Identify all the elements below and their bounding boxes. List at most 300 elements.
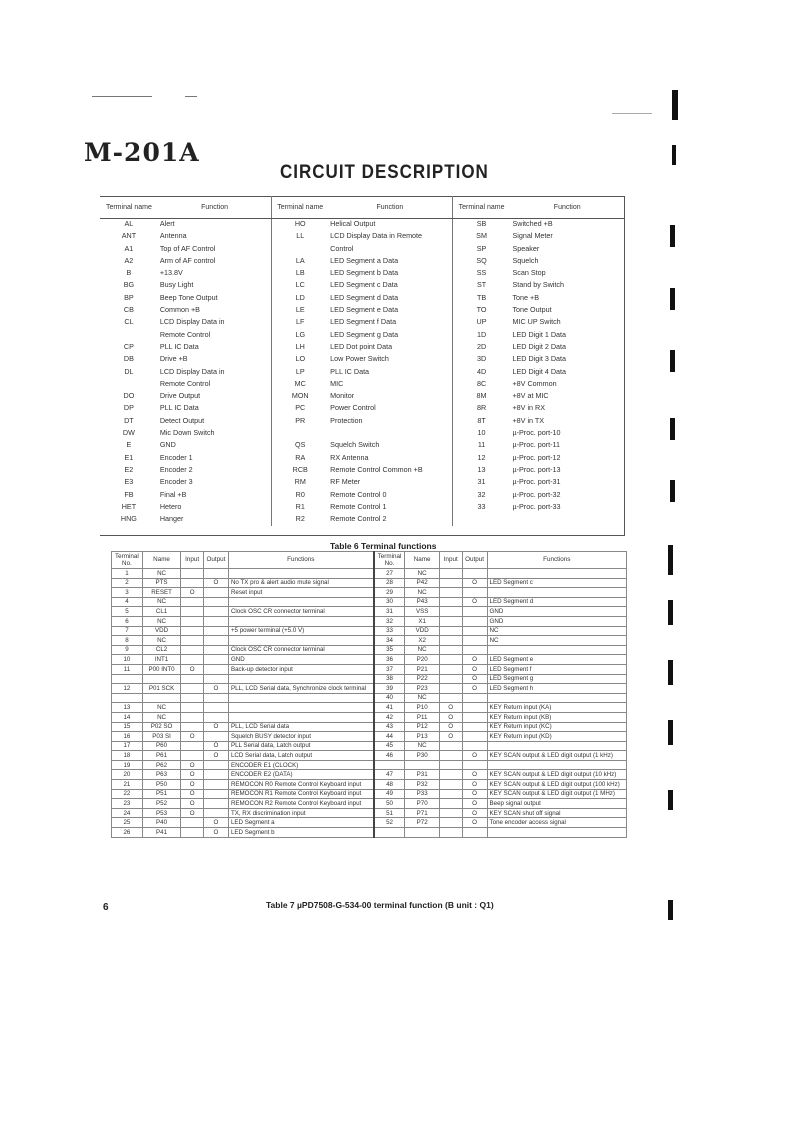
table-row [112,799,627,809]
terminal-no-cell: 49 [374,789,405,799]
terminal-name-cell: 12 [452,453,510,465]
input-cell [439,645,462,655]
terminal-no-cell: 41 [374,703,405,713]
terminal-no-cell: 37 [374,664,405,674]
output-cell [204,712,229,722]
input-cell [439,751,462,761]
function-cell: LED Digit 1 Data [512,329,566,339]
functions-cell: Reset input [228,588,373,598]
terminal-functions-table [100,196,624,526]
function-cell: Squelch [512,255,539,265]
functions-cell: +5 power terminal (+5.0 V) [228,626,373,636]
name-cell: P52 [142,799,180,809]
terminal-no-cell: 29 [374,588,405,598]
table-row [100,293,624,305]
terminal-name-cell: E2 [124,464,134,474]
terminal-name-cell: 8M [452,391,510,403]
output-cell [204,789,229,799]
functions-cell: PLL, LCD Serial data [228,722,373,732]
function-cell: µ-Proc. port-32 [512,489,561,499]
binder-mark [668,660,673,685]
functions-cell: KEY Return input (KD) [487,732,626,742]
terminal-name-cell: E3 [124,477,134,487]
output-cell [204,636,229,646]
name-cell: PTS [142,578,180,588]
input-cell [181,636,204,646]
output-cell: O [462,789,487,799]
column-header: Function [158,196,272,219]
input-cell [181,712,204,722]
table-row [100,440,624,452]
function-cell: LED Segment c Data [330,280,398,290]
terminal-no-cell: 16 [112,732,143,742]
function-cell: Remote Control Common +B [330,464,423,474]
functions-cell [228,636,373,646]
table-row [100,219,624,232]
function-cell: Remote Control 1 [330,501,387,511]
output-cell [204,780,229,790]
function-cell: Busy Light [159,280,194,290]
function-cell: PLL IC Data [159,403,199,413]
binder-mark [668,545,673,575]
terminal-name-cell: MC [272,379,328,391]
page-number: 6 [103,902,109,913]
terminal-name-cell [272,428,328,440]
terminal-no-cell: 15 [112,722,143,732]
table-row [100,403,624,415]
table-row [112,626,627,636]
terminal-name-cell: B [126,268,132,278]
functions-cell [228,569,373,579]
terminal-no-cell: 36 [374,655,405,665]
binder-mark [670,288,675,310]
functions-cell: ENCODER E2 (DATA) [228,770,373,780]
terminal-name-cell: 1D [452,330,510,342]
binder-mark [668,720,673,745]
output-cell [462,636,487,646]
function-cell: RX Antenna [330,452,369,462]
function-cell: Final +B [159,489,187,499]
terminal-no-cell: 33 [374,626,405,636]
input-cell: O [439,712,462,722]
name-cell: P03 SI [142,732,180,742]
name-cell: P61 [142,751,180,761]
function-cell: PLL IC Data [159,341,199,351]
terminal-no-cell: 1 [112,569,143,579]
table-row [112,597,627,607]
terminal-no-cell: 24 [112,808,143,818]
input-cell [181,674,204,684]
input-cell [181,578,204,588]
name-cell [142,674,180,684]
binder-mark [670,418,675,440]
column-header: Terminal No. [112,552,143,569]
output-cell [462,760,487,770]
name-cell [142,693,180,703]
terminal-no-cell: 30 [374,597,405,607]
output-cell: O [204,751,229,761]
functions-cell: LED Segment a [228,818,373,828]
input-cell [439,789,462,799]
table-row [112,712,627,722]
function-cell: Helical Output [330,219,376,228]
table-row [100,330,624,342]
name-cell: NC [405,741,439,751]
terminal-no-cell: 45 [374,741,405,751]
input-cell: O [181,760,204,770]
function-cell: µ-Proc. port-33 [512,501,561,511]
terminal-no-cell: 26 [112,828,143,838]
terminal-no-cell [112,674,143,684]
input-cell [181,684,204,694]
column-header: Function [510,196,624,219]
table-row [112,770,627,780]
table-row [112,722,627,732]
output-cell [462,732,487,742]
output-cell: O [462,684,487,694]
column-header: Terminal name [452,196,510,219]
function-cell: LED Segment g Data [330,329,399,339]
terminal-no-cell: 46 [374,751,405,761]
functions-cell: NC [487,626,626,636]
function-cell: +8V at MIC [512,391,549,401]
function-cell: Drive +B [159,354,188,364]
table-row [100,428,624,440]
input-cell [439,674,462,684]
function-cell: Mic Down Switch [159,428,215,438]
terminal-name-cell: BG [123,280,135,290]
terminal-name-cell: A1 [124,243,134,253]
terminal-no-cell [374,760,405,770]
input-cell [439,760,462,770]
name-cell: P71 [405,808,439,818]
table-row [100,416,624,428]
terminal-name-cell: R1 [272,502,328,514]
function-cell: LED Segment d Data [330,292,399,302]
output-cell [462,616,487,626]
function-cell: Protection [330,415,363,425]
functions-cell [487,760,626,770]
input-cell [181,655,204,665]
function-cell: LED Digit 3 Data [512,354,566,364]
input-cell [181,616,204,626]
table-header-row [100,196,624,219]
functions-cell [487,569,626,579]
table-row [100,391,624,403]
table-row [112,760,627,770]
column-header: Functions [487,552,626,569]
column-header: Terminal name [100,196,158,219]
terminal-name-cell: R0 [272,490,328,502]
terminal-no-cell: 6 [112,616,143,626]
output-cell: O [462,597,487,607]
input-cell [181,818,204,828]
output-cell: O [462,578,487,588]
input-cell: O [439,722,462,732]
output-cell: O [462,674,487,684]
function-cell: RF Meter [330,477,361,487]
upd7508-terminal-table [111,551,627,838]
output-cell [462,626,487,636]
functions-cell: KEY Return input (KC) [487,722,626,732]
function-cell: Antenna [159,231,187,241]
terminal-name-cell: A2 [124,255,134,265]
table-row [100,256,624,268]
functions-cell [228,597,373,607]
terminal-name-cell: LD [272,293,328,305]
name-cell: P13 [405,732,439,742]
input-cell [439,828,462,838]
name-cell: NC [142,569,180,579]
terminal-name-cell: LG [272,330,328,342]
terminal-no-cell: 3 [112,588,143,598]
functions-cell [228,616,373,626]
terminal-name-cell: 2D [452,342,510,354]
name-cell: P72 [405,818,439,828]
terminal-name-cell: LA [272,256,328,268]
terminal-no-cell: 22 [112,789,143,799]
terminal-name-cell: CP [123,341,134,351]
name-cell: P42 [405,578,439,588]
table-row [112,616,627,626]
terminal-name-cell: QS [272,440,328,452]
terminal-name-cell [452,514,510,526]
terminal-no-cell: 12 [112,684,143,694]
functions-cell: GND [487,607,626,617]
terminal-no-cell: 48 [374,780,405,790]
functions-cell: LCD Serial data, Latch output [228,751,373,761]
terminal-name-cell: LC [272,280,328,292]
column-header: Functions [228,552,373,569]
function-cell: Stand by Switch [512,280,565,290]
functions-cell: GND [228,655,373,665]
name-cell: VDD [142,626,180,636]
output-cell: O [462,751,487,761]
functions-cell: KEY SCAN output & LED digit output (1 kHz) [487,751,626,761]
table-row [100,453,624,465]
input-cell: O [181,808,204,818]
terminal-no-cell: 51 [374,808,405,818]
function-cell: Control [330,243,354,253]
functions-cell: LED Segment b [228,828,373,838]
binder-mark [670,225,675,247]
input-cell: O [439,732,462,742]
function-cell: LED Digit 2 Data [512,341,566,351]
terminal-name-cell: CB [123,305,134,315]
function-cell: Squelch Switch [330,440,380,450]
column-header: Input [181,552,204,569]
output-cell: O [204,578,229,588]
table7-caption: Table 7 µPD7508-G-534-00 terminal function (B unit : Q1) [266,900,494,910]
terminal-no-cell: 13 [112,703,143,713]
terminal-name-cell: 3D [452,354,510,366]
name-cell [405,828,439,838]
binder-mark [670,350,675,372]
table-row [112,808,627,818]
name-cell: P53 [142,808,180,818]
table-row [100,280,624,292]
function-cell: LED Digit 4 Data [512,366,566,376]
table-row [112,588,627,598]
function-cell: Remote Control [159,329,211,339]
terminal-no-cell: 20 [112,770,143,780]
function-cell: Detect Output [159,415,205,425]
terminal-name-cell: 11 [452,440,510,452]
functions-cell: REMOCON R2 Remote Control Keyboard input [228,799,373,809]
functions-cell: KEY Return input (KA) [487,703,626,713]
terminal-no-cell: 19 [112,760,143,770]
terminal-name-cell [100,330,158,342]
function-cell: +13.8V [159,268,183,278]
functions-cell: REMOCON R0 Remote Control Keyboard input [228,780,373,790]
binder-mark [668,790,673,810]
terminal-no-cell: 31 [374,607,405,617]
name-cell: P33 [405,789,439,799]
name-cell: P63 [142,770,180,780]
function-cell: +8V Common [512,378,557,388]
function-cell: Remote Control [159,378,211,388]
terminal-name-cell: LL [272,231,328,243]
name-cell: P31 [405,770,439,780]
output-cell [462,722,487,732]
terminal-no-cell: 47 [374,770,405,780]
terminal-name-cell: 31 [452,477,510,489]
functions-cell [487,741,626,751]
function-cell: Tone +B [512,292,540,302]
input-cell: O [181,780,204,790]
function-cell: Hetero [159,501,182,511]
function-cell: LED Segment a Data [330,255,399,265]
terminal-name-cell: LE [272,305,328,317]
terminal-name-cell: RM [272,477,328,489]
table-row [100,317,624,329]
functions-cell [228,674,373,684]
terminal-no-cell: 7 [112,626,143,636]
terminal-name-cell: ST [452,280,510,292]
input-cell [181,645,204,655]
terminal-no-cell: 17 [112,741,143,751]
table-row [100,502,624,514]
terminal-no-cell: 10 [112,655,143,665]
output-cell [204,760,229,770]
table-row [112,674,627,684]
output-cell: O [204,684,229,694]
terminal-name-cell: SB [452,219,510,232]
binder-mark [668,900,673,920]
output-cell [204,770,229,780]
terminal-name-cell: HO [272,219,328,232]
output-cell [204,569,229,579]
terminal-no-cell [374,828,405,838]
functions-cell: PLL Serial data, Latch output [228,741,373,751]
functions-cell: TX, RX discrimination input [228,808,373,818]
terminal-no-cell: 50 [374,799,405,809]
terminal-name-cell: DB [123,354,134,364]
name-cell: RESET [142,588,180,598]
functions-cell [487,645,626,655]
output-cell [204,664,229,674]
function-cell: LED Segment b Data [330,268,399,278]
terminal-no-cell: 21 [112,780,143,790]
input-cell: O [181,789,204,799]
functions-cell: Squelch BUSY detector input [228,732,373,742]
terminal-name-cell: CL [124,317,134,327]
name-cell: P40 [142,818,180,828]
name-cell: VDD [405,626,439,636]
input-cell [181,722,204,732]
terminal-name-cell [272,244,328,256]
name-cell: P22 [405,674,439,684]
terminal-name-cell: DT [124,415,134,425]
functions-cell: Clock OSC CR connector terminal [228,645,373,655]
output-cell: O [204,828,229,838]
function-cell: Signal Meter [512,231,553,241]
input-cell [439,808,462,818]
function-cell: Encoder 2 [159,464,193,474]
terminal-name-cell: PR [272,416,328,428]
terminal-name-cell [100,379,158,391]
table-row [112,636,627,646]
name-cell: P23 [405,684,439,694]
table-row [100,465,624,477]
name-cell: P00 INT0 [142,664,180,674]
function-cell: Monitor [330,391,355,401]
table-row [112,751,627,761]
column-header: Output [204,552,229,569]
name-cell: NC [405,693,439,703]
column-header: Input [439,552,462,569]
input-cell: O [181,770,204,780]
scan-mark [185,96,197,97]
table-row [100,514,624,526]
functions-cell: No TX pro & alert audio mute signal [228,578,373,588]
output-cell [462,828,487,838]
table-row [112,693,627,703]
terminal-no-cell: 14 [112,712,143,722]
input-cell [439,597,462,607]
terminal-no-cell: 44 [374,732,405,742]
table-row [100,342,624,354]
table-row [112,789,627,799]
table-row [112,732,627,742]
input-cell [181,607,204,617]
name-cell: P10 [405,703,439,713]
functions-cell: GND [487,616,626,626]
function-cell: Encoder 1 [159,452,193,462]
terminal-no-cell [112,693,143,703]
output-cell [204,607,229,617]
terminal-no-cell: 8 [112,636,143,646]
input-cell [181,741,204,751]
functions-cell: ENCODER E1 (CLOCK) [228,760,373,770]
table-row [112,818,627,828]
function-cell: µ-Proc. port-31 [512,477,561,487]
output-cell [462,741,487,751]
function-cell: µ-Proc. port-11 [512,440,561,450]
model-heading: M-201A [84,138,200,167]
table-row [112,569,627,579]
name-cell: P21 [405,664,439,674]
output-cell [204,588,229,598]
terminal-name-cell: DL [124,366,134,376]
terminal-name-cell: 10 [452,428,510,440]
terminal-name-cell: RA [272,453,328,465]
function-cell: PLL IC Data [330,366,370,376]
terminal-no-cell: 11 [112,664,143,674]
output-cell: O [462,808,487,818]
name-cell: P70 [405,799,439,809]
function-cell: Remote Control 2 [330,514,387,524]
